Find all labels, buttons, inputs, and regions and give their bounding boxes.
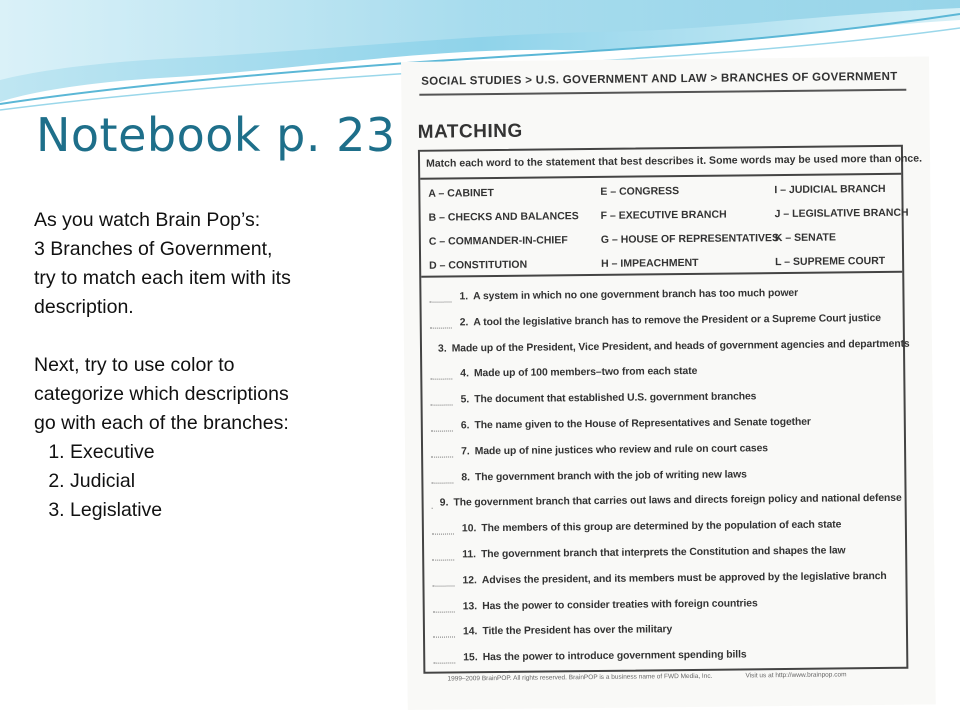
- slide-title: Notebook p. 23: [36, 108, 396, 162]
- answer-blank[interactable]: [433, 653, 455, 664]
- answer-blank[interactable]: [431, 446, 453, 457]
- question-number: 1.: [459, 291, 469, 303]
- question-number: 15.: [463, 652, 478, 664]
- question-text: Title the President has over the military: [482, 624, 673, 638]
- question-text: The name given to the House of Representatives and Senate together: [474, 416, 811, 432]
- worksheet-website: Visit us at http://www.brainpop.com: [745, 671, 847, 680]
- question-text: The members of this group are determined by the population of each state: [481, 519, 842, 535]
- question-text: The government branch that interprets the Constitution and shapes the law: [480, 545, 846, 561]
- question-number: 2.: [459, 317, 469, 329]
- word-bank-item: I – JUDICIAL BRANCH: [774, 182, 886, 197]
- instructions-line: go with each of the branches:: [34, 412, 289, 434]
- answer-blank[interactable]: [432, 524, 454, 535]
- instructions-line: categorize which descriptions: [34, 383, 289, 405]
- question-number: 3.: [437, 343, 447, 355]
- worksheet-copyright: 1999–2009 BrainPOP. All rights reserved. BrainPOP is a business name of FWD Media, Inc.: [447, 672, 713, 683]
- question-number: 4.: [460, 368, 470, 380]
- question-text: The government branch that carries out laws and directs foreign policy and national defense: [453, 493, 902, 509]
- word-bank-item: H – IMPEACHMENT: [601, 256, 699, 270]
- word-bank-item: K – SENATE: [774, 231, 837, 245]
- worksheet-direction: Match each word to the statement that best describes it. Some words may be used more than once.: [426, 152, 923, 170]
- instructions-line: try to match each item with its: [34, 267, 291, 289]
- instructions-line: As you watch Brain Pop’s:: [34, 209, 261, 231]
- answer-blank[interactable]: [433, 601, 455, 612]
- answer-blank[interactable]: [433, 627, 455, 638]
- answer-blank[interactable]: [429, 291, 451, 302]
- question-text: Has the power to consider treaties with foreign countries: [482, 597, 758, 612]
- question-text: The document that established U.S. government branches: [474, 391, 757, 406]
- instructions-line: description.: [34, 296, 134, 318]
- word-bank-item: J – LEGISLATIVE BRANCH: [774, 206, 909, 221]
- question-number: 10.: [461, 523, 477, 535]
- word-bank-item: G – HOUSE OF REPRESENTATIVES: [600, 232, 780, 246]
- question-number: 8.: [461, 471, 471, 483]
- question-number: 11.: [462, 549, 477, 561]
- word-bank-item: B – CHECKS AND BALANCES: [428, 210, 579, 224]
- answer-blank[interactable]: [431, 420, 453, 431]
- question-list: [429, 287, 910, 679]
- matching-box: [418, 145, 923, 674]
- question-number: 12.: [462, 574, 477, 587]
- answer-blank[interactable]: [432, 549, 454, 560]
- box-divider: [420, 173, 901, 180]
- word-bank-column: [600, 184, 779, 282]
- answer-blank[interactable]: [430, 395, 452, 406]
- answer-blank[interactable]: [430, 369, 452, 380]
- question-text: Made up of the President, Vice President, and heads of government agencies and departments: [451, 338, 910, 355]
- question-number: 14.: [462, 626, 478, 638]
- instructions-line: 3 Branches of Government,: [34, 238, 273, 260]
- instructions-text: [34, 206, 374, 525]
- branch-list-item: 1. Executive: [70, 438, 374, 467]
- question-text: Made up of 100 members–two from each state: [473, 366, 698, 380]
- word-bank-item: E – CONGRESS: [600, 185, 680, 198]
- word-bank-column: [774, 183, 909, 280]
- answer-blank[interactable]: [430, 317, 452, 328]
- branch-list-item: 3. Legislative: [70, 496, 374, 525]
- question-text: A system in which no one government branch has too much power: [473, 287, 799, 303]
- question-text: Has the power to introduce government spending bills: [482, 649, 747, 664]
- question-number: 7.: [461, 446, 470, 458]
- answer-blank[interactable]: [431, 472, 453, 483]
- breadcrumb-divider: [419, 89, 906, 96]
- word-bank: [428, 182, 909, 280]
- worksheet-image: [401, 56, 936, 709]
- branch-list-item: 2. Judicial: [70, 467, 374, 496]
- question-number: 13.: [462, 600, 478, 612]
- worksheet-breadcrumb: SOCIAL STUDIES > U.S. GOVERNMENT AND LAW > BRANCHES OF GOVERNMENT: [421, 70, 898, 88]
- question-text: Made up of nine justices who review and rule on court cases: [474, 442, 768, 458]
- question-number: 5.: [460, 394, 470, 406]
- question-number: 6.: [460, 420, 470, 432]
- question-text: A tool the legislative branch has to remove the President or a Supreme Court justice: [473, 312, 881, 329]
- question-text: The government branch with the job of writing new laws: [474, 468, 747, 483]
- word-bank-column: [428, 186, 579, 284]
- word-bank-item: C – COMMANDER-IN-CHIEF: [428, 234, 568, 248]
- question-number: 9.: [439, 497, 449, 509]
- word-bank-item: L – SUPREME COURT: [775, 254, 886, 269]
- worksheet-heading: MATCHING: [417, 120, 523, 143]
- word-bank-item: D – CONSTITUTION: [429, 258, 528, 272]
- word-bank-item: A – CABINET: [428, 187, 494, 200]
- instructions-line: Next, try to use color to: [34, 354, 235, 376]
- branch-list: [34, 438, 374, 525]
- word-bank-item: F – EXECUTIVE BRANCH: [600, 208, 727, 222]
- answer-blank[interactable]: [432, 575, 454, 586]
- question-text: Advises the president, and its members must be approved by the legislative branch: [481, 570, 887, 586]
